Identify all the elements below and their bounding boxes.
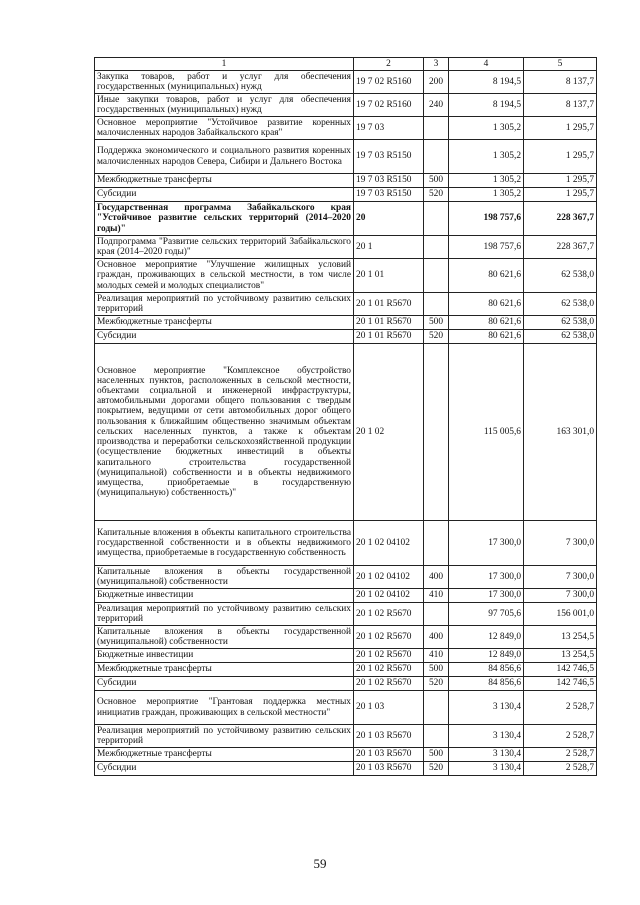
row-amount-2020-cell: 2 528,7 bbox=[524, 691, 597, 725]
row-name-cell: Капитальные вложения в объекты государственной (муниципальной) собственности bbox=[95, 626, 354, 649]
row-csr-cell: 19 7 03 R5150 bbox=[354, 188, 424, 202]
row-vr-cell: 200 bbox=[424, 71, 449, 94]
row-csr-cell: 20 1 01 bbox=[354, 259, 424, 293]
row-csr-cell: 20 1 02 04102 bbox=[354, 521, 424, 566]
row-amount-2019-cell: 80 621,6 bbox=[449, 293, 524, 316]
row-vr-cell bbox=[424, 236, 449, 259]
table-row bbox=[95, 140, 597, 174]
row-amount-2019-cell: 97 705,6 bbox=[449, 603, 524, 626]
row-vr-cell: 400 bbox=[424, 626, 449, 649]
row-vr-cell: 410 bbox=[424, 649, 449, 663]
row-amount-2020-cell: 228 367,7 bbox=[524, 202, 597, 236]
row-csr-cell: 20 1 02 04102 bbox=[354, 589, 424, 603]
row-amount-2020-cell: 1 295,7 bbox=[524, 188, 597, 202]
row-amount-2019-cell: 8 194,5 bbox=[449, 71, 524, 94]
row-vr-cell bbox=[424, 117, 449, 140]
row-name-cell: Подпрограмма "Развитие сельских территорий Забайкальского края (2014–2020 годы)" bbox=[95, 236, 354, 259]
row-csr-cell: 20 1 02 bbox=[354, 344, 424, 521]
table-row bbox=[95, 566, 597, 589]
row-amount-2019-cell: 8 194,5 bbox=[449, 94, 524, 117]
table-row bbox=[95, 344, 597, 521]
row-amount-2019-cell: 3 130,4 bbox=[449, 762, 524, 776]
row-amount-2020-cell: 156 001,0 bbox=[524, 603, 597, 626]
table-row bbox=[95, 691, 597, 725]
row-vr-cell: 520 bbox=[424, 330, 449, 344]
row-vr-cell: 520 bbox=[424, 677, 449, 691]
row-name-cell: Основное мероприятие "Улучшение жилищных условий граждан, проживающих в сельской местности, в том числе молодых семей и молодых специалистов" bbox=[95, 259, 354, 293]
row-amount-2020-cell: 1 295,7 bbox=[524, 117, 597, 140]
row-csr-cell: 20 1 01 R5670 bbox=[354, 316, 424, 330]
table-row bbox=[95, 330, 597, 344]
row-amount-2019-cell: 17 300,0 bbox=[449, 589, 524, 603]
row-amount-2020-cell: 2 528,7 bbox=[524, 762, 597, 776]
row-name-cell: Бюджетные инвестиции bbox=[95, 649, 354, 663]
row-amount-2019-cell: 84 856,6 bbox=[449, 663, 524, 677]
row-amount-2020-cell: 13 254,5 bbox=[524, 626, 597, 649]
row-name-cell: Субсидии bbox=[95, 188, 354, 202]
row-amount-2020-cell: 228 367,7 bbox=[524, 236, 597, 259]
table-row bbox=[95, 762, 597, 776]
row-vr-cell bbox=[424, 521, 449, 566]
row-amount-2020-cell: 142 746,5 bbox=[524, 677, 597, 691]
row-csr-cell: 20 1 01 R5670 bbox=[354, 293, 424, 316]
table-body bbox=[95, 58, 597, 776]
row-csr-cell: 19 7 03 bbox=[354, 117, 424, 140]
row-name-cell: Субсидии bbox=[95, 330, 354, 344]
row-vr-cell: 500 bbox=[424, 316, 449, 330]
header-cell-2: 2 bbox=[354, 58, 424, 71]
table-row bbox=[95, 649, 597, 663]
budget-table bbox=[94, 57, 597, 776]
row-vr-cell bbox=[424, 691, 449, 725]
row-name-cell: Реализация мероприятий по устойчивому развитию сельских территорий bbox=[95, 725, 354, 748]
row-amount-2019-cell: 84 856,6 bbox=[449, 677, 524, 691]
row-csr-cell: 20 1 02 R5670 bbox=[354, 677, 424, 691]
row-name-cell: Реализация мероприятий по устойчивому развитию сельских территорий bbox=[95, 603, 354, 626]
row-amount-2019-cell: 80 621,6 bbox=[449, 316, 524, 330]
row-csr-cell: 19 7 03 R5150 bbox=[354, 174, 424, 188]
row-vr-cell: 520 bbox=[424, 188, 449, 202]
table-row bbox=[95, 589, 597, 603]
row-csr-cell: 20 1 03 R5670 bbox=[354, 725, 424, 748]
row-csr-cell: 19 7 02 R5160 bbox=[354, 71, 424, 94]
row-csr-cell: 19 7 02 R5160 bbox=[354, 94, 424, 117]
row-csr-cell: 20 bbox=[354, 202, 424, 236]
row-name-cell: Иные закупки товаров, работ и услуг для обеспечения государственных (муниципальных) нужд bbox=[95, 94, 354, 117]
row-name-cell: Межбюджетные трансферты bbox=[95, 663, 354, 677]
row-amount-2019-cell: 3 130,4 bbox=[449, 691, 524, 725]
table-row bbox=[95, 748, 597, 762]
row-name-cell: Субсидии bbox=[95, 762, 354, 776]
row-amount-2020-cell: 2 528,7 bbox=[524, 748, 597, 762]
row-amount-2020-cell: 142 746,5 bbox=[524, 663, 597, 677]
row-amount-2019-cell: 115 005,6 bbox=[449, 344, 524, 521]
row-csr-cell: 20 1 03 R5670 bbox=[354, 748, 424, 762]
row-amount-2020-cell: 62 538,0 bbox=[524, 259, 597, 293]
row-csr-cell: 20 1 02 R5670 bbox=[354, 603, 424, 626]
row-amount-2019-cell: 3 130,4 bbox=[449, 748, 524, 762]
table-row bbox=[95, 174, 597, 188]
row-amount-2020-cell: 7 300,0 bbox=[524, 521, 597, 566]
header-row bbox=[95, 58, 597, 71]
row-vr-cell: 500 bbox=[424, 663, 449, 677]
table-row bbox=[95, 236, 597, 259]
row-name-cell: Закупка товаров, работ и услуг для обеспечения государственных (муниципальных) нужд bbox=[95, 71, 354, 94]
row-amount-2019-cell: 12 849,0 bbox=[449, 626, 524, 649]
row-name-cell: Основное мероприятие "Комплексное обустройство населенных пунктов, расположенных в сельской местности, объектами социальной и инженерной инфраструктуры, автомобильными дорогами общего пользования с твердым покрытием, ведущими от сети автомобильных дорог общего пользования к ближайшим общественно значимым объектам сельских населенных пунктов, а также к объектам производства и переработки сельскохозяйственной продукции (осуществление бюджетных инвестиций в объекты капитального строительства государственной (муниципальной) собственности и в объекты недвижимого имущества, приобретаемые в государственную (муниципальную) собственность)" bbox=[95, 344, 354, 521]
row-amount-2019-cell: 198 757,6 bbox=[449, 236, 524, 259]
row-name-cell: Поддержка экономического и социального развития коренных малочисленных народов Севера, Сибири и Дальнего Востока bbox=[95, 140, 354, 174]
row-csr-cell: 20 1 03 R5670 bbox=[354, 762, 424, 776]
row-amount-2019-cell: 3 130,4 bbox=[449, 725, 524, 748]
row-csr-cell: 20 1 02 R5670 bbox=[354, 649, 424, 663]
row-vr-cell: 410 bbox=[424, 589, 449, 603]
row-vr-cell: 240 bbox=[424, 94, 449, 117]
header-cell-5: 5 bbox=[524, 58, 597, 71]
row-amount-2019-cell: 1 305,2 bbox=[449, 188, 524, 202]
row-amount-2020-cell: 8 137,7 bbox=[524, 71, 597, 94]
table-row bbox=[95, 626, 597, 649]
table-row bbox=[95, 603, 597, 626]
row-csr-cell: 20 1 02 R5670 bbox=[354, 663, 424, 677]
row-amount-2019-cell: 12 849,0 bbox=[449, 649, 524, 663]
table-row bbox=[95, 202, 597, 236]
row-name-cell: Капитальные вложения в объекты капитального строительства государственной собственности и в объекты недвижимого имущества, приобретаемые в государственную собственность bbox=[95, 521, 354, 566]
table-row bbox=[95, 663, 597, 677]
table-row bbox=[95, 117, 597, 140]
table-row bbox=[95, 677, 597, 691]
row-amount-2019-cell: 1 305,2 bbox=[449, 140, 524, 174]
row-csr-cell: 20 1 02 R5670 bbox=[354, 626, 424, 649]
row-amount-2020-cell: 1 295,7 bbox=[524, 174, 597, 188]
row-vr-cell bbox=[424, 344, 449, 521]
row-amount-2019-cell: 17 300,0 bbox=[449, 566, 524, 589]
table-row bbox=[95, 188, 597, 202]
header-cell-1: 1 bbox=[95, 58, 354, 71]
row-vr-cell: 400 bbox=[424, 566, 449, 589]
row-amount-2020-cell: 8 137,7 bbox=[524, 94, 597, 117]
row-vr-cell bbox=[424, 259, 449, 293]
row-amount-2019-cell: 198 757,6 bbox=[449, 202, 524, 236]
row-amount-2019-cell: 17 300,0 bbox=[449, 521, 524, 566]
row-name-cell: Межбюджетные трансферты bbox=[95, 174, 354, 188]
row-name-cell: Реализация мероприятий по устойчивому развитию сельских территорий bbox=[95, 293, 354, 316]
row-vr-cell bbox=[424, 293, 449, 316]
row-name-cell: Субсидии bbox=[95, 677, 354, 691]
table-row bbox=[95, 94, 597, 117]
page-number: 59 bbox=[313, 856, 327, 871]
row-name-cell: Межбюджетные трансферты bbox=[95, 748, 354, 762]
row-name-cell: Капитальные вложения в объекты государственной (муниципальной) собственности bbox=[95, 566, 354, 589]
row-csr-cell: 20 1 02 04102 bbox=[354, 566, 424, 589]
row-csr-cell: 19 7 03 R5150 bbox=[354, 140, 424, 174]
row-amount-2020-cell: 163 301,0 bbox=[524, 344, 597, 521]
row-vr-cell bbox=[424, 202, 449, 236]
table-row bbox=[95, 521, 597, 566]
row-name-cell: Межбюджетные трансферты bbox=[95, 316, 354, 330]
row-amount-2020-cell: 62 538,0 bbox=[524, 316, 597, 330]
table-row bbox=[95, 71, 597, 94]
table-row bbox=[95, 259, 597, 293]
row-amount-2020-cell: 1 295,7 bbox=[524, 140, 597, 174]
row-csr-cell: 20 1 01 R5670 bbox=[354, 330, 424, 344]
row-vr-cell bbox=[424, 725, 449, 748]
row-amount-2019-cell: 80 621,6 bbox=[449, 330, 524, 344]
row-csr-cell: 20 1 03 bbox=[354, 691, 424, 725]
row-amount-2020-cell: 7 300,0 bbox=[524, 566, 597, 589]
header-cell-3: 3 bbox=[424, 58, 449, 71]
row-amount-2020-cell: 62 538,0 bbox=[524, 330, 597, 344]
row-amount-2019-cell: 1 305,2 bbox=[449, 117, 524, 140]
row-vr-cell bbox=[424, 603, 449, 626]
row-csr-cell: 20 1 bbox=[354, 236, 424, 259]
row-name-cell: Основное мероприятие "Устойчивое развитие коренных малочисленных народов Забайкальского края" bbox=[95, 117, 354, 140]
row-amount-2020-cell: 2 528,7 bbox=[524, 725, 597, 748]
table-row bbox=[95, 293, 597, 316]
row-amount-2019-cell: 1 305,2 bbox=[449, 174, 524, 188]
row-name-cell: Бюджетные инвестиции bbox=[95, 589, 354, 603]
row-amount-2020-cell: 7 300,0 bbox=[524, 589, 597, 603]
table-row bbox=[95, 725, 597, 748]
row-amount-2020-cell: 62 538,0 bbox=[524, 293, 597, 316]
row-vr-cell: 500 bbox=[424, 174, 449, 188]
row-vr-cell: 500 bbox=[424, 748, 449, 762]
row-name-cell: Основное мероприятие "Грантовая поддержка местных инициатив граждан, проживающих в сельской местности" bbox=[95, 691, 354, 725]
table-row bbox=[95, 316, 597, 330]
row-vr-cell: 520 bbox=[424, 762, 449, 776]
row-amount-2020-cell: 13 254,5 bbox=[524, 649, 597, 663]
header-cell-4: 4 bbox=[449, 58, 524, 71]
row-vr-cell bbox=[424, 140, 449, 174]
row-amount-2019-cell: 80 621,6 bbox=[449, 259, 524, 293]
row-name-cell: Государственная программа Забайкальского края "Устойчивое развитие сельских территорий (2014–2020 годы)" bbox=[95, 202, 354, 236]
